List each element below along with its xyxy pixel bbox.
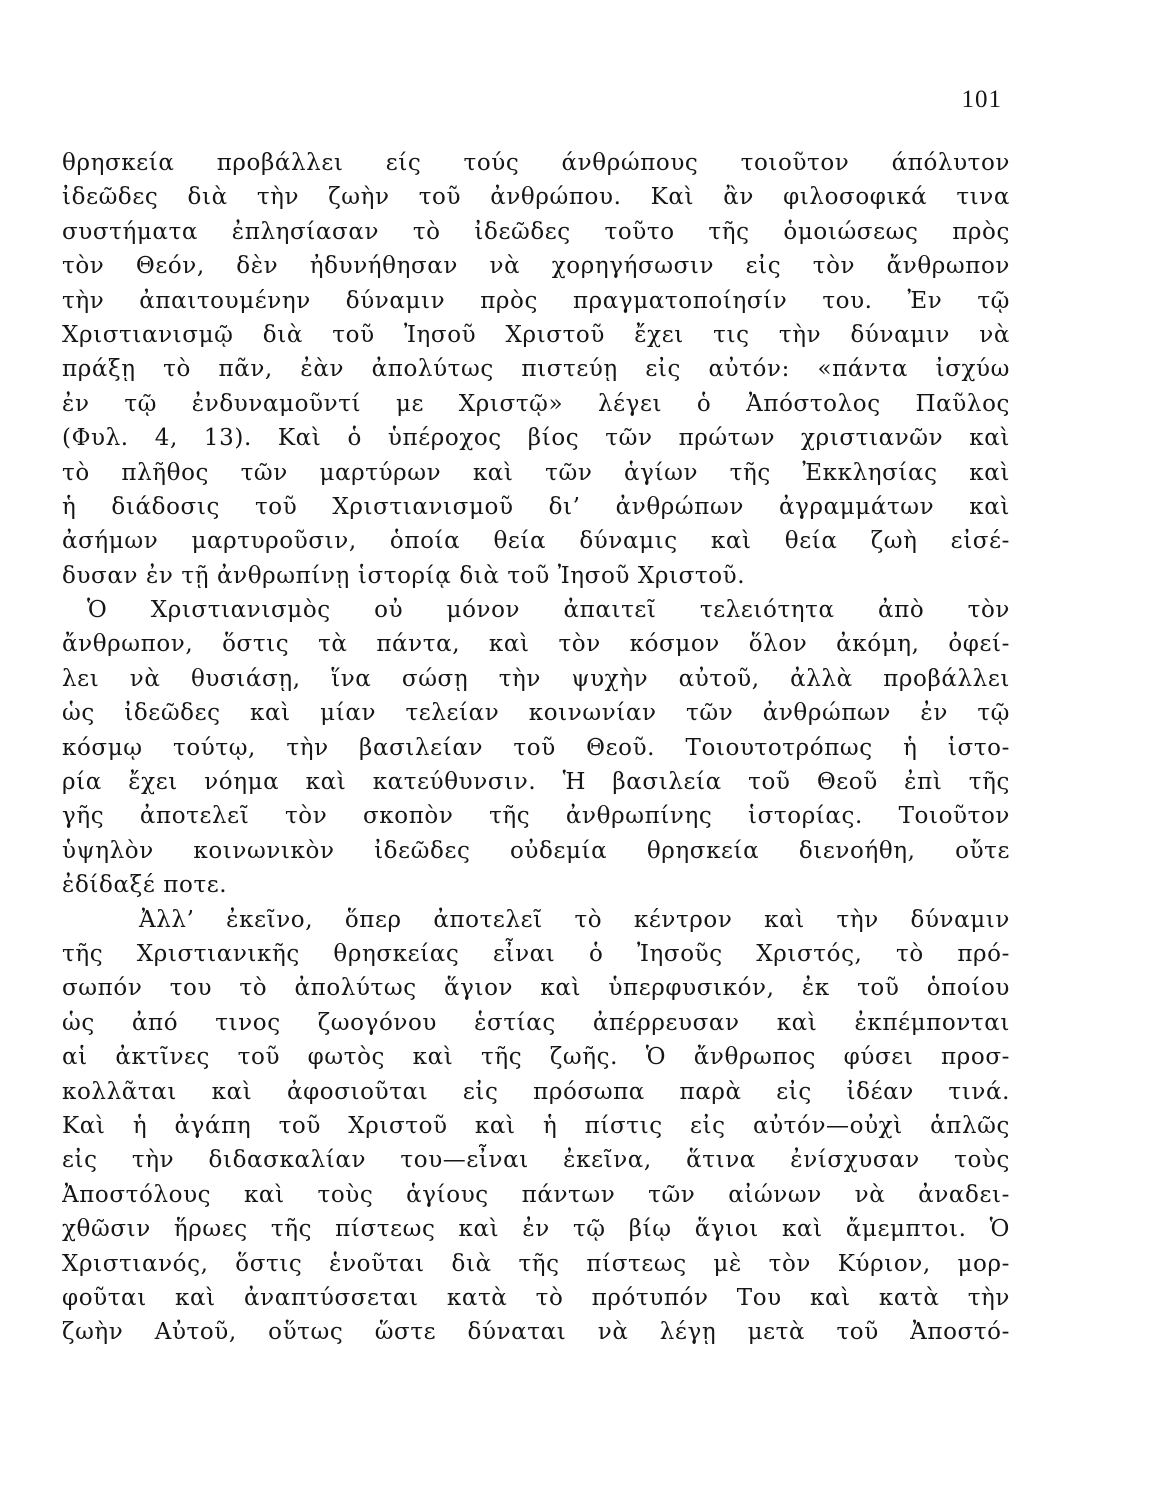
text-line: ἡ διάδοσις τοῦ Χριστιανισμοῦ δι’ ἀνθρώπων ἀγραμμάτων καὶ [62,493,1010,520]
text-line: φοῦται καὶ ἀναπτύσσεται κατὰ τὸ πρότυπόν Του καὶ κατὰ τὴν [62,1284,1010,1311]
text-line: ὡς ἀπό τινος ζωογόνου ἑστίας ἀπέρρευσαν καὶ ἐκπέμπονται [62,1009,1010,1036]
paragraph-3 [62,903,1010,1350]
text-line: Ἀλλ’ ἐκεῖνο, ὅπερ ἀποτελεῖ τὸ κέντρον καὶ τὴν δύναμιν [139,906,1010,933]
text-line: (Φυλ. 4, 13). Καὶ ὁ ὑπέροχος βίος τῶν πρώτων χριστιανῶν καὶ [62,425,1010,452]
text-line: σωπόν του τὸ ἀπολύτως ἅγιον καὶ ὑπερφυσικόν, ἐκ τοῦ ὁποίου [62,975,1010,1002]
text-line: ὑψηλὸν κοινωνικὸν ἰδεῶδες οὐδεμία θρησκεία διενοήθη, οὔτε [62,837,1010,864]
text-line: λει νὰ θυσιάσῃ, ἵνα σώσῃ τὴν ψυχὴν αὐτοῦ, ἀλλὰ προβάλλει [62,665,1010,692]
text-line: ἐδίδαξέ ποτε. [62,872,228,899]
text-line: τὴν ἀπαιτουμένην δύναμιν πρὸς πραγματοποίησίν του. Ἐν τῷ [62,287,1010,314]
text-line: χθῶσιν ἥρωες τῆς πίστεως καὶ ἐν τῷ βίῳ ἅγιοι καὶ ἄμεμπτοι. Ὁ [62,1216,1010,1243]
text-line: ἰδεῶδες διὰ τὴν ζωὴν τοῦ ἀνθρώπου. Καὶ ἂν φιλοσοφικά τινα [62,184,1010,211]
paragraph-1 [62,146,1010,593]
text-line: Ἀποστόλους καὶ τοὺς ἁγίους πάντων τῶν αἰώνων νὰ ἀναδει- [62,1181,1010,1208]
text-line: κολλᾶται καὶ ἀφοσιοῦται εἰς πρόσωπα παρὰ εἰς ἰδέαν τινά. [62,1078,1010,1105]
paragraph-2 [62,593,1010,903]
text-line: Ὁ Χριστιανισμὸς οὐ μόνον ἀπαιτεῖ τελειότητα ἀπὸ τὸν [87,597,1010,624]
text-line: γῆς ἀποτελεῖ τὸν σκοπὸν τῆς ἀνθρωπίνης ἱστορίας. Τοιοῦτον [62,803,1010,830]
text-line: συστήματα ἐπλησίασαν τὸ ἰδεῶδες τοῦτο τῆς ὁμοιώσεως πρὸς [62,218,1010,245]
text-line: τῆς Χριστιανικῆς θρησκείας εἶναι ὁ Ἰησοῦς Χριστός, τὸ πρό- [62,940,1010,967]
text-line: Χριστιανισμῷ διὰ τοῦ Ἰησοῦ Χριστοῦ ἔχει τις τὴν δύναμιν νὰ [62,321,1010,348]
text-line: ζωὴν Αὐτοῦ, οὕτως ὥστε δύναται νὰ λέγῃ μετὰ τοῦ Ἀποστό- [62,1319,1010,1346]
text-line: ἀσήμων μαρτυροῦσιν, ὁποία θεία δύναμις καὶ θεία ζωὴ εἰσέ- [62,528,1010,555]
text-line: θρησκεία προβάλλει είς τούς άνθρώπους τοιοῦτον άπόλυτον [62,150,1010,176]
text-line: ρία ἔχει νόημα καὶ κατεύθυνσιν. Ἡ βασιλεία τοῦ Θεοῦ ἐπὶ τῆς [62,769,1010,796]
text-line: τὸν Θεόν, δὲν ἠδυνήθησαν νὰ χορηγήσωσιν εἰς τὸν ἄνθρωπον [62,253,1010,280]
text-line: τὸ πλῆθος τῶν μαρτύρων καὶ τῶν ἁγίων τῆς Ἐκκλησίας καὶ [62,459,1010,486]
text-line: Χριστιανός, ὅστις ἑνοῦται διὰ τῆς πίστεως μὲ τὸν Κύριον, μορ- [62,1250,1010,1277]
text-line: ὡς ἰδεῶδες καὶ μίαν τελείαν κοινωνίαν τῶν ἀνθρώπων ἐν τῷ [62,700,1010,727]
text-line: εἰς τὴν διδασκαλίαν του—εἶναι ἐκεῖνα, ἅτινα ἐνίσχυσαν τοὺς [62,1147,1010,1174]
body-text [62,146,1010,1350]
text-line: πράξῃ τὸ πᾶν, ἐὰν ἀπολύτως πιστεύῃ εἰς αὐτόν: «πάντα ἰσχύω [62,356,1010,383]
text-line: ἐν τῷ ἐνδυναμοῦντί με Χριστῷ» λέγει ὁ Ἀπόστολος Παῦλος [62,390,1010,417]
text-line: αἱ ἀκτῖνες τοῦ φωτὸς καὶ τῆς ζωῆς. Ὁ ἄνθρωπος φύσει προσ- [62,1044,1010,1071]
text-line: ἄνθρωπον, ὅστις τὰ πάντα, καὶ τὸν κόσμον ὅλον ἀκόμη, ὀφεί- [62,631,1010,658]
text-line: Καὶ ἡ ἀγάπη τοῦ Χριστοῦ καὶ ἡ πίστις εἰς αὐτόν—οὐχὶ ἁπλῶς [62,1112,1010,1139]
page-number: 101 [961,86,1002,113]
text-line: δυσαν ἐν τῇ ἀνθρωπίνῃ ἱστορίᾳ διὰ τοῦ Ἰησοῦ Χριστοῦ. [62,562,746,589]
text-line: κόσμῳ τούτῳ, τὴν βασιλείαν τοῦ Θεοῦ. Τοιουτοτρόπως ἡ ἱστο- [62,734,1010,761]
